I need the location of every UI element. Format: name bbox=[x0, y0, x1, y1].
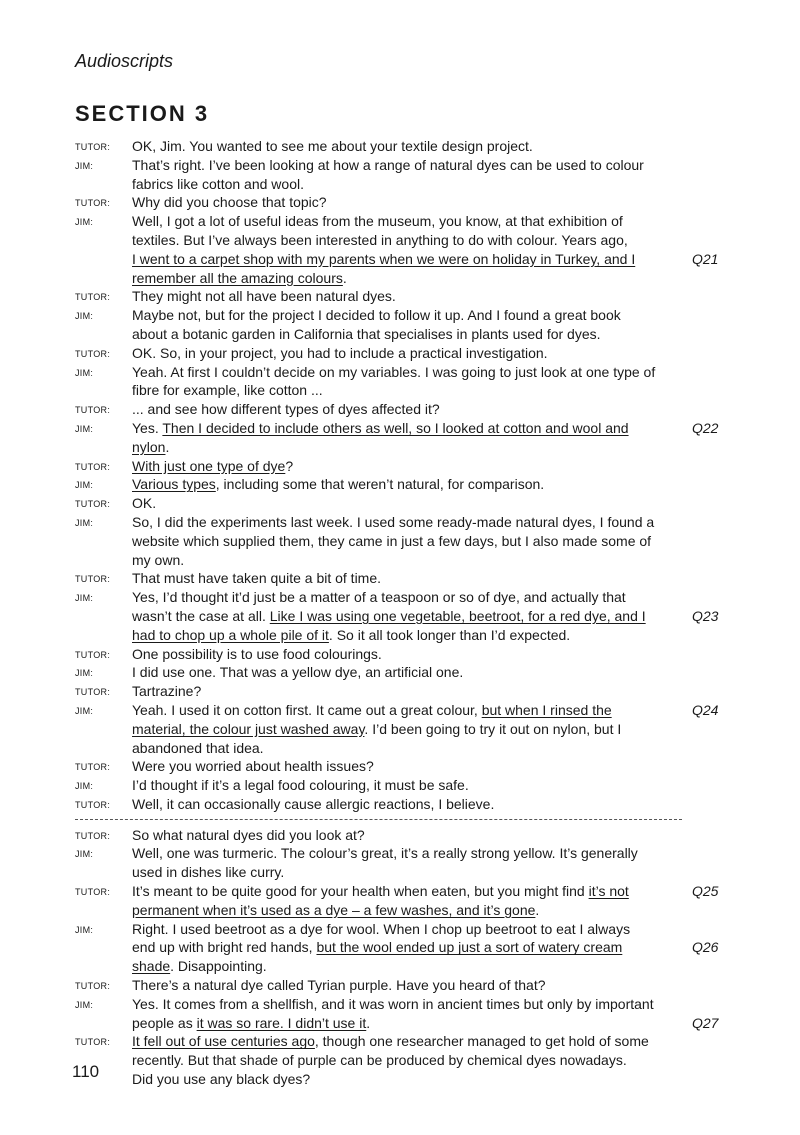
speaker-label: JIM: bbox=[75, 999, 94, 1010]
speaker-label: JIM: bbox=[75, 593, 94, 604]
dialogue-line bbox=[0, 626, 800, 645]
speaker-label: TUTOR: bbox=[75, 574, 111, 585]
question-number: Q25 bbox=[692, 883, 719, 900]
speaker-label: TUTOR: bbox=[75, 405, 111, 416]
answer-underline: remember all the amazing colours bbox=[132, 269, 343, 286]
text-segment: There’s a natural dye called Tyrian purple. Have you heard of that? bbox=[132, 977, 546, 994]
speaker-label: TUTOR: bbox=[75, 348, 111, 359]
speaker-label: JIM: bbox=[75, 311, 94, 322]
text-segment: recently. But that shade of purple can be produced by chemical dyes nowadays. bbox=[132, 1052, 627, 1069]
dialogue-line bbox=[0, 1051, 800, 1070]
text-segment: . bbox=[535, 901, 540, 918]
text-segment: That must have taken quite a bit of time. bbox=[132, 570, 382, 587]
text-segment: ? bbox=[285, 457, 294, 474]
dialogue-line bbox=[0, 938, 800, 957]
dialogue-line bbox=[0, 776, 800, 795]
dialogue-text bbox=[132, 626, 570, 645]
dialogue-text bbox=[132, 475, 544, 494]
dialogue-block-top bbox=[0, 137, 800, 814]
dialogue-text bbox=[132, 250, 635, 269]
dialogue-text bbox=[132, 901, 539, 920]
text-segment: abandoned that idea. bbox=[132, 739, 264, 756]
dialogue-line bbox=[0, 957, 800, 976]
dialogue-line bbox=[0, 863, 800, 882]
answer-underline: With just one type of dye bbox=[132, 457, 286, 474]
text-segment: I’d thought if it’s a legal food colouring, it must be safe. bbox=[132, 777, 469, 794]
dialogue-text bbox=[132, 588, 626, 607]
dialogue-text bbox=[132, 844, 638, 863]
answer-underline: it was so rare. I didn’t use it bbox=[196, 1014, 367, 1031]
dialogue-line bbox=[0, 757, 800, 776]
dialogue-text bbox=[132, 701, 612, 720]
dialogue-text bbox=[132, 1032, 649, 1051]
text-segment: wasn’t the case at all. bbox=[132, 607, 270, 624]
dialogue-line bbox=[0, 826, 800, 845]
page-number: 110 bbox=[72, 1062, 100, 1081]
dialogue-line bbox=[0, 569, 800, 588]
speaker-label: TUTOR: bbox=[75, 142, 111, 152]
dialogue-line bbox=[0, 645, 800, 664]
text-segment: . bbox=[342, 269, 347, 286]
dialogue-text bbox=[132, 920, 630, 939]
dialogue-text bbox=[132, 419, 629, 438]
dialogue-text bbox=[132, 720, 621, 739]
dialogue-text bbox=[132, 513, 654, 532]
dialogue-line bbox=[0, 175, 800, 194]
dialogue-line bbox=[0, 513, 800, 532]
text-segment: Why did you choose that topic? bbox=[132, 194, 327, 211]
text-segment: Did you use any black dyes? bbox=[132, 1071, 311, 1088]
dialogue-text bbox=[132, 795, 494, 814]
dialogue-line bbox=[0, 1032, 800, 1051]
dialogue-block-bottom bbox=[0, 826, 800, 1089]
running-header: Audioscripts bbox=[75, 51, 174, 71]
text-segment: , including some that weren’t natural, for comparison. bbox=[215, 476, 545, 493]
dashed-divider bbox=[75, 819, 682, 820]
answer-underline: Various types bbox=[132, 476, 216, 493]
text-segment: end up with bright red hands, bbox=[132, 939, 317, 956]
dialogue-line bbox=[0, 438, 800, 457]
dialogue-text bbox=[132, 175, 304, 194]
dialogue-text bbox=[132, 757, 374, 776]
dialogue-line bbox=[0, 663, 800, 682]
dialogue-line bbox=[0, 363, 800, 382]
dialogue-text bbox=[132, 381, 323, 400]
question-number: Q21 bbox=[692, 250, 719, 267]
dialogue-text bbox=[132, 287, 396, 306]
text-segment: . I’d been going to try it out on nylon, but I bbox=[364, 720, 622, 737]
text-segment: They might not all have been natural dyes. bbox=[132, 288, 396, 305]
answer-underline: nylon bbox=[132, 438, 166, 455]
dialogue-line bbox=[0, 532, 800, 551]
dialogue-line bbox=[0, 607, 800, 626]
text-segment: . bbox=[366, 1014, 371, 1031]
dialogue-line bbox=[0, 1070, 800, 1089]
speaker-label: TUTOR: bbox=[75, 292, 111, 303]
dialogue-line bbox=[0, 400, 800, 419]
speaker-label: TUTOR: bbox=[75, 762, 111, 773]
text-segment: One possibility is to use food colourings. bbox=[132, 645, 382, 662]
dialogue-line bbox=[0, 419, 800, 438]
text-segment: OK. bbox=[132, 495, 157, 512]
dialogue-line bbox=[0, 250, 800, 269]
text-segment: Yes, I’d thought it’d just be a matter of a teaspoon or so of dye, and actually that bbox=[132, 589, 626, 606]
answer-underline: Then I decided to include others as well, so I looked at cotton and wool and bbox=[162, 419, 629, 436]
dialogue-line bbox=[0, 844, 800, 863]
dialogue-text bbox=[132, 137, 533, 156]
dialogue-line bbox=[0, 287, 800, 306]
dialogue-text bbox=[132, 551, 184, 570]
dialogue-text bbox=[132, 438, 169, 457]
answer-underline: shade bbox=[132, 958, 171, 975]
text-segment: So, I did the experiments last week. I used some ready-made natural dyes, I found a bbox=[132, 513, 655, 530]
section-title: SECTION 3 bbox=[75, 101, 210, 126]
speaker-label: TUTOR: bbox=[75, 1037, 111, 1048]
speaker-label: JIM: bbox=[75, 705, 94, 716]
answer-underline: it’s not bbox=[588, 883, 629, 900]
text-segment: fabrics like cotton and wool. bbox=[132, 175, 304, 192]
text-segment: OK. So, in your project, you had to include a practical investigation. bbox=[132, 344, 548, 361]
dialogue-line bbox=[0, 475, 800, 494]
text-segment: fibre for example, like cotton ... bbox=[132, 382, 323, 399]
speaker-label: TUTOR: bbox=[75, 461, 111, 472]
speaker-label: JIM: bbox=[75, 924, 94, 935]
dialogue-line bbox=[0, 739, 800, 758]
dialogue-text bbox=[132, 269, 347, 288]
dialogue-line bbox=[0, 137, 800, 156]
text-segment: Tartrazine? bbox=[132, 683, 202, 700]
speaker-label: TUTOR: bbox=[75, 649, 111, 660]
speaker-label: JIM: bbox=[75, 423, 94, 434]
dialogue-text bbox=[132, 976, 546, 995]
dialogue-text bbox=[132, 344, 548, 363]
audioscript bbox=[0, 137, 800, 1089]
text-segment: Yes. It comes from a shellfish, and it was worn in ancient times but only by important bbox=[132, 995, 654, 1012]
text-segment: about a botanic garden in California that specialises in plants used for dyes. bbox=[132, 325, 601, 342]
text-segment: Well, it can occasionally cause allergic reactions, I believe. bbox=[132, 795, 495, 812]
dialogue-line bbox=[0, 457, 800, 476]
question-number: Q22 bbox=[692, 419, 719, 436]
text-segment: OK, Jim. You wanted to see me about your textile design project. bbox=[132, 138, 533, 154]
text-segment: . bbox=[165, 438, 170, 455]
text-segment: Yes. bbox=[132, 419, 163, 436]
text-segment: That’s right. I’ve been looking at how a range of natural dyes can be used to colour bbox=[132, 156, 644, 173]
dialogue-line bbox=[0, 494, 800, 513]
dialogue-line bbox=[0, 193, 800, 212]
dialogue-line bbox=[0, 995, 800, 1014]
dialogue-text bbox=[132, 1014, 370, 1033]
dialogue-text bbox=[132, 739, 264, 758]
dialogue-line bbox=[0, 701, 800, 720]
dialogue-line bbox=[0, 344, 800, 363]
text-segment: Yeah. At first I couldn’t decide on my variables. I was going to just look at one type of bbox=[132, 363, 656, 380]
dialogue-line bbox=[0, 156, 800, 175]
speaker-label: TUTOR: bbox=[75, 198, 111, 209]
text-segment: Maybe not, but for the project I decided to follow it up. And I found a great book bbox=[132, 307, 621, 324]
speaker-label: JIM: bbox=[75, 367, 94, 378]
text-segment: Yeah. I used it on cotton first. It came out a great colour, bbox=[132, 701, 482, 718]
dialogue-text bbox=[132, 363, 655, 382]
dialogue-text bbox=[132, 863, 284, 882]
text-segment: It’s meant to be quite good for your health when eaten, but you might find bbox=[132, 883, 589, 900]
dialogue-text bbox=[132, 325, 601, 344]
dialogue-text bbox=[132, 607, 646, 626]
answer-underline: I went to a carpet shop with my parents when we were on holiday in Turkey, and I bbox=[132, 250, 636, 267]
dialogue-line bbox=[0, 306, 800, 325]
text-segment: website which supplied them, they came in just a few days, but I also made some of bbox=[132, 532, 652, 549]
answer-underline: material, the colour just washed away bbox=[132, 720, 365, 737]
dialogue-line bbox=[0, 682, 800, 701]
speaker-label: TUTOR: bbox=[75, 687, 111, 698]
answer-underline: permanent when it’s used as a dye – a few washes, and it’s gone bbox=[132, 901, 536, 918]
text-segment: Were you worried about health issues? bbox=[132, 758, 374, 775]
question-number: Q26 bbox=[692, 939, 719, 956]
dialogue-text bbox=[132, 231, 628, 250]
dialogue-text bbox=[132, 193, 327, 212]
dialogue-text bbox=[132, 1051, 627, 1070]
dialogue-text bbox=[132, 938, 622, 957]
dialogue-text bbox=[132, 826, 365, 845]
speaker-label: JIM: bbox=[75, 781, 94, 792]
answer-underline: It fell out of use centuries ago bbox=[132, 1033, 315, 1050]
dialogue-text bbox=[132, 569, 381, 588]
speaker-label: TUTOR: bbox=[75, 981, 111, 992]
dialogue-line bbox=[0, 976, 800, 995]
dialogue-text bbox=[132, 400, 440, 419]
dialogue-text bbox=[132, 156, 644, 175]
question-number: Q23 bbox=[692, 607, 719, 624]
dialogue-text bbox=[132, 532, 651, 551]
text-segment: , though one researcher managed to get hold of some bbox=[314, 1033, 649, 1050]
text-segment: used in dishes like curry. bbox=[132, 864, 285, 881]
dialogue-line bbox=[0, 381, 800, 400]
answer-underline: but when I rinsed the bbox=[481, 701, 612, 718]
speaker-label: JIM: bbox=[75, 668, 94, 679]
dialogue-line bbox=[0, 720, 800, 739]
dialogue-line bbox=[0, 551, 800, 570]
dialogue-line bbox=[0, 901, 800, 920]
dialogue-line bbox=[0, 212, 800, 231]
question-number: Q27 bbox=[692, 1014, 719, 1031]
dialogue-text bbox=[132, 663, 463, 682]
speaker-label: JIM: bbox=[75, 217, 94, 228]
speaker-label: JIM: bbox=[75, 517, 94, 528]
speaker-label: TUTOR: bbox=[75, 499, 111, 510]
dialogue-line bbox=[0, 231, 800, 250]
dialogue-text bbox=[132, 645, 382, 664]
text-segment: . Disappointing. bbox=[170, 958, 267, 975]
text-segment: Well, one was turmeric. The colour’s great, it’s a really strong yellow. It’s generally bbox=[132, 845, 638, 862]
dialogue-text bbox=[132, 682, 201, 701]
text-segment: So what natural dyes did you look at? bbox=[132, 826, 365, 843]
section-separator bbox=[0, 814, 800, 826]
dialogue-line bbox=[0, 269, 800, 288]
speaker-label: TUTOR: bbox=[75, 887, 111, 898]
dialogue-text bbox=[132, 1070, 310, 1089]
text-segment: I did use one. That was a yellow dye, an artificial one. bbox=[132, 664, 464, 681]
dialogue-text bbox=[132, 212, 623, 231]
text-segment: Well, I got a lot of useful ideas from the museum, you know, at that exhibition of bbox=[132, 213, 623, 230]
dialogue-text bbox=[132, 776, 469, 795]
answer-underline: had to chop up a whole pile of it bbox=[132, 626, 329, 643]
speaker-label: TUTOR: bbox=[75, 799, 111, 810]
speaker-label: TUTOR: bbox=[75, 830, 111, 841]
speaker-label: JIM: bbox=[75, 480, 94, 491]
dialogue-line bbox=[0, 1014, 800, 1033]
text-segment: . So it all took longer than I’d expected. bbox=[328, 626, 571, 643]
text-segment: people as bbox=[132, 1014, 197, 1031]
text-segment: Right. I used beetroot as a dye for wool. When I chop up beetroot to eat I always bbox=[132, 920, 631, 937]
question-number: Q24 bbox=[692, 701, 719, 718]
answer-underline: but the wool ended up just a sort of watery cream bbox=[316, 939, 623, 956]
dialogue-text bbox=[132, 995, 654, 1014]
dialogue-line bbox=[0, 325, 800, 344]
dialogue-text bbox=[132, 306, 621, 325]
dialogue-text bbox=[132, 494, 156, 513]
answer-underline: Like I was using one vegetable, beetroot, for a red dye, and I bbox=[269, 607, 646, 624]
dialogue-line bbox=[0, 920, 800, 939]
text-segment: my own. bbox=[132, 551, 185, 568]
text-segment: textiles. But I’ve always been interested in anything to do with colour. Years ago, bbox=[132, 231, 628, 248]
dialogue-line bbox=[0, 588, 800, 607]
dialogue-line bbox=[0, 795, 800, 814]
speaker-label: JIM: bbox=[75, 849, 94, 860]
speaker-label: JIM: bbox=[75, 160, 94, 171]
dialogue-text bbox=[132, 882, 629, 901]
dialogue-line bbox=[0, 882, 800, 901]
dialogue-text bbox=[132, 457, 293, 476]
text-segment: ... and see how different types of dyes affected it? bbox=[132, 401, 440, 418]
dialogue-text bbox=[132, 957, 267, 976]
